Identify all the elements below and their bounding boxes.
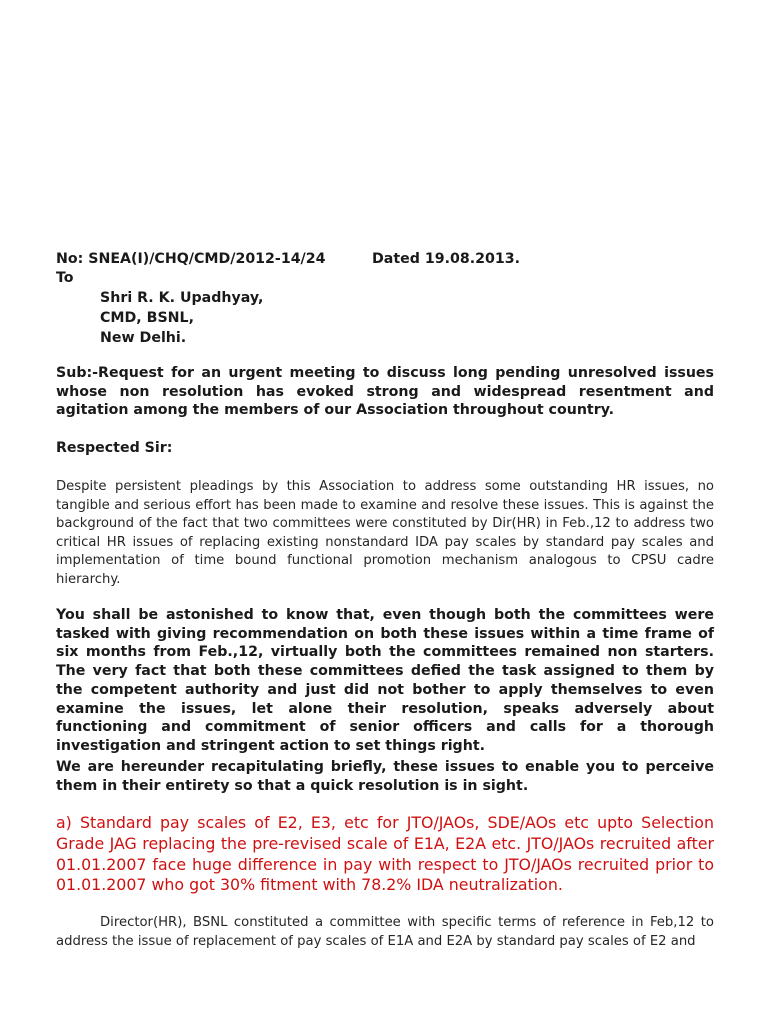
to-label: To bbox=[56, 270, 74, 286]
paragraph-1: Despite persistent pleadings by this Association to address some outstanding HR issues, no tangible and serious effort has been made to examine and resolve these issues. This is against the background of the fact that two committees were constituted by Dir(HR) in Feb.,12 to address two critical HR issues of replacing existing nonstandard IDA pay scales by standard pay scales and implementation of time bound functional promotion mechanism analogous to CPSU cadre hierarchy. bbox=[56, 479, 714, 587]
subject-line: Sub:-Request for an urgent meeting to discuss long pending unresolved issues whose non resolution has evoked strong and widespread resentment and agitation among the members of our Association throughout country. bbox=[56, 365, 714, 419]
recipient-name: Shri R. K. Upadhyay, bbox=[100, 290, 264, 306]
paragraph-2: You shall be astonished to know that, even though both the committees were tasked with giving recommendation on both these issues within a time frame of six months from Feb.,12, virtually both the committees remained non starters. The very fact that both these committees defied the task assigned to them by the competent authority and just did not bother to apply themselves to even examine the issues, let alone their resolution, speaks adversely about functioning and commitment of senior officers and calls for a thorough investigation and stringent action to set things right. bbox=[56, 607, 714, 754]
issue-heading-a: a) Standard pay scales of E2, E3, etc for JTO/JAOs, SDE/AOs etc upto Selection Grade JAG replacing the pre-revised scale of E1A, E2A etc. JTO/JAOs recruited after 01.01.2007 face huge difference in pay with respect to JTO/JAOs recruited prior to 01.01.2007 who got 30% fitment with 78.2% IDA neutralization. bbox=[56, 813, 714, 895]
salutation: Respected Sir: bbox=[56, 440, 173, 456]
paragraph-3: We are hereunder recapitulating briefly, these issues to enable you to perceive them in their entirety so that a quick resolution is in sight. bbox=[56, 759, 714, 794]
recipient-designation: CMD, BSNL, bbox=[100, 310, 194, 326]
recipient-city: New Delhi. bbox=[100, 330, 187, 346]
paragraph-4: Director(HR), BSNL constituted a committee with specific terms of reference in Feb,12 to address the issue of replacement of pay scales of E1A and E2A by standard pay scales of E2 and bbox=[56, 915, 714, 949]
reference-number: No: SNEA(I)/CHQ/CMD/2012-14/24 bbox=[56, 251, 326, 267]
letter-date: Dated 19.08.2013. bbox=[372, 251, 520, 267]
